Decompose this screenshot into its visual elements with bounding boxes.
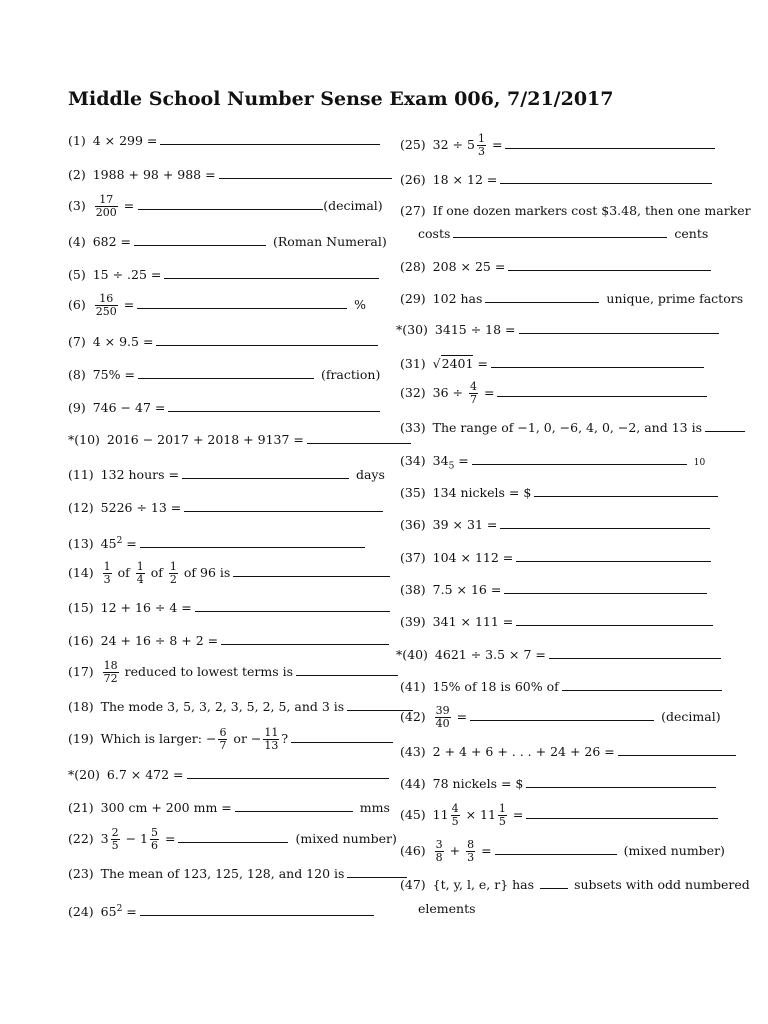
answer-blank[interactable] (472, 463, 687, 465)
question-number: (8) (68, 367, 86, 382)
fraction (150, 827, 159, 852)
equals: = (458, 453, 469, 468)
numerator: 2 (111, 826, 119, 839)
fraction (477, 133, 486, 158)
answer-blank[interactable] (187, 777, 389, 779)
question-number: (21) (68, 800, 94, 815)
question-text: 15 ÷ .25 = (92, 267, 162, 282)
question-10 (68, 432, 414, 448)
question-20 (68, 767, 392, 783)
answer-blank[interactable] (470, 719, 654, 721)
question-number: *(10) (68, 432, 100, 447)
question-37 (400, 550, 714, 566)
answer-unit: (mixed number) (295, 831, 397, 846)
question-19 (68, 727, 396, 752)
answer-blank[interactable] (549, 657, 721, 659)
question-number: (15) (68, 600, 94, 615)
answer-blank[interactable] (491, 366, 704, 368)
answer-blank[interactable] (160, 143, 380, 145)
denominator: 7 (470, 393, 478, 406)
fraction (103, 561, 112, 586)
question-text: 36 ÷ (432, 385, 464, 400)
numerator: 3 (435, 838, 443, 851)
exponent: 2 (116, 904, 123, 914)
answer-blank[interactable] (134, 244, 266, 246)
question-7 (68, 334, 381, 350)
answer-blank[interactable] (347, 876, 407, 878)
denominator: 5 (451, 815, 459, 828)
question-number: (38) (400, 582, 426, 597)
question-text: 15% of 18 is 60% of (432, 679, 559, 694)
question-9 (68, 400, 383, 416)
question-text: 104 × 112 = (432, 550, 514, 565)
question-text: 300 cm + 200 mm = (100, 800, 232, 815)
question-number: (17) (68, 664, 94, 679)
question-text: 78 nickels = $ (432, 776, 524, 791)
question-text: 4 × 9.5 = (92, 334, 154, 349)
answer-unit: (Roman Numeral) (273, 234, 387, 249)
denominator: 5 (111, 839, 119, 852)
denominator: 8 (435, 851, 443, 864)
fraction (95, 194, 118, 219)
question-number: *(30) (396, 322, 428, 337)
question-17 (68, 660, 401, 685)
equals: = (123, 297, 135, 312)
answer-blank[interactable] (562, 689, 722, 691)
question-text: 102 has (432, 291, 483, 306)
question-41 (400, 679, 725, 695)
equals: = (512, 807, 524, 822)
question-text: 4 × 299 = (92, 133, 158, 148)
question-6 (68, 293, 366, 318)
fraction (169, 561, 178, 586)
question-8 (68, 367, 380, 383)
answer-blank[interactable] (540, 887, 568, 889)
answer-base: 10 (693, 458, 706, 468)
denominator: 7 (219, 739, 227, 752)
numerator: 4 (451, 802, 459, 815)
question-number: (34) (400, 453, 426, 468)
question-text: If one dozen markers cost $3.48, then one marker (432, 203, 751, 218)
question-number: (16) (68, 633, 94, 648)
numerator: 16 (95, 293, 118, 306)
answer-blank[interactable] (182, 477, 349, 479)
equals: = (477, 356, 488, 371)
or-text: or − (233, 731, 262, 746)
exponent: 2 (116, 536, 123, 546)
fraction (469, 381, 478, 406)
question-text: 341 × 111 = (432, 614, 514, 629)
question-12 (68, 500, 386, 516)
question-40 (396, 647, 724, 663)
question-text: costs (418, 226, 451, 241)
answer-blank[interactable] (164, 277, 379, 279)
answer-blank[interactable] (178, 841, 288, 843)
question-46 (400, 839, 725, 864)
question-30 (396, 322, 722, 338)
question-text: 2 + 4 + 6 + . . . + 24 + 26 = (432, 744, 615, 759)
question-number: (28) (400, 259, 426, 274)
equals: = (123, 198, 135, 213)
fraction (498, 803, 507, 828)
minus-text: − 1 (125, 831, 149, 846)
question-28 (400, 259, 714, 275)
answer-blank[interactable] (526, 817, 718, 819)
question-31 (400, 356, 707, 372)
question-text: 32 ÷ 5 (432, 137, 475, 152)
question-number: (2) (68, 167, 86, 182)
question-23 (68, 866, 410, 882)
question-45 (400, 803, 721, 828)
of-text: of (150, 565, 163, 580)
fraction (435, 705, 451, 730)
numerator: 1 (169, 560, 177, 573)
question-16 (68, 633, 392, 649)
answer-unit: (fraction) (320, 367, 381, 382)
answer-blank[interactable] (235, 810, 353, 812)
equals: = (456, 709, 468, 724)
numerator: 17 (95, 194, 118, 207)
question-3 (68, 194, 383, 219)
answer-blank[interactable] (291, 741, 393, 743)
question-27 (400, 203, 751, 219)
question-33 (400, 420, 748, 436)
answer-blank[interactable] (505, 147, 715, 149)
answer-blank[interactable] (453, 236, 667, 238)
question-number: *(40) (396, 647, 428, 662)
answer-blank[interactable] (705, 430, 745, 432)
answer-blank[interactable] (618, 754, 736, 756)
answer-blank[interactable] (508, 269, 711, 271)
answer-unit: (decimal) (323, 198, 383, 213)
question-number: (19) (68, 731, 94, 746)
answer-unit: (decimal) (661, 709, 721, 724)
whole: 3 (100, 831, 109, 846)
fraction (263, 727, 279, 752)
answer-blank[interactable] (221, 643, 389, 645)
denominator: 3 (103, 573, 111, 586)
answer-blank[interactable] (184, 510, 383, 512)
equals: = (484, 385, 495, 400)
question-number: (11) (68, 467, 94, 482)
denominator: 13 (264, 739, 279, 752)
question-text: reduced to lowest terms is (124, 664, 294, 679)
question-22 (68, 827, 397, 852)
answer-unit: unique, prime factors (606, 291, 744, 306)
answer-blank[interactable] (138, 208, 323, 210)
question-24 (68, 901, 377, 920)
question-number: (31) (400, 356, 426, 371)
question-number: (46) (400, 843, 426, 858)
numerator: 1 (477, 132, 485, 145)
question-39 (400, 614, 716, 630)
question-number: (27) (400, 203, 426, 218)
question-4 (68, 234, 387, 250)
question-42 (400, 705, 721, 730)
denominator: 250 (95, 305, 117, 318)
question-text: 12 + 16 ÷ 4 = (100, 600, 192, 615)
answer-blank[interactable] (504, 592, 707, 594)
question-1 (68, 133, 383, 149)
question-number: (23) (68, 866, 94, 881)
question-number: (26) (400, 172, 426, 187)
question-text: The range of −1, 0, −6, 4, 0, −2, and 13 is (432, 420, 702, 435)
question-13 (68, 533, 368, 552)
question-32 (400, 381, 710, 406)
answer-blank[interactable] (516, 624, 713, 626)
question-number: (29) (400, 291, 426, 306)
question-5 (68, 267, 382, 283)
question-47-cont (418, 901, 476, 917)
fraction (435, 839, 444, 864)
question-text: 5226 ÷ 13 = (100, 500, 182, 515)
denominator: 5 (498, 815, 506, 828)
question-44 (400, 776, 719, 792)
question-text: {t, y, l, e, r} has (432, 877, 535, 892)
question-34 (400, 453, 705, 475)
question-text: 3415 ÷ 18 = (434, 322, 516, 337)
numerator: 8 (467, 838, 475, 851)
whole: 11 (432, 807, 449, 822)
fraction (111, 827, 120, 852)
question-number: (24) (68, 904, 94, 920)
denominator: 200 (95, 206, 117, 219)
answer-unit: (mixed number) (623, 843, 725, 858)
base: 45 (100, 536, 117, 552)
question-number: (25) (400, 137, 426, 152)
answer-blank[interactable] (233, 575, 390, 577)
answer-unit: cents (674, 226, 709, 241)
answer-blank[interactable] (219, 177, 392, 179)
denominator: 2 (169, 573, 177, 586)
fraction (95, 293, 118, 318)
question-text: 18 × 12 = (432, 172, 498, 187)
answer-blank[interactable] (500, 527, 710, 529)
answer-blank[interactable] (519, 332, 719, 334)
question-27-cont (418, 226, 708, 242)
question-number: (3) (68, 198, 86, 213)
question-29 (400, 291, 743, 307)
answer-blank[interactable] (485, 301, 599, 303)
question-text: elements (418, 901, 476, 916)
answer-blank[interactable] (140, 546, 365, 548)
question-text: 7.5 × 16 = (432, 582, 502, 597)
question-number: (42) (400, 709, 426, 724)
numerator: 6 (219, 726, 227, 739)
denominator: 4 (136, 573, 144, 586)
numerator: 18 (103, 659, 118, 672)
equals: = (126, 904, 137, 920)
answer-unit: days (355, 467, 385, 482)
question-2 (68, 167, 395, 183)
question-number: (32) (400, 385, 426, 400)
question-number: (22) (68, 831, 94, 846)
question-21 (68, 800, 390, 816)
question-number: (36) (400, 517, 426, 532)
question-43 (400, 744, 739, 760)
answer-blank[interactable] (140, 914, 374, 916)
base: 65 (100, 904, 117, 920)
question-number: (43) (400, 744, 426, 759)
plus-text: + (449, 843, 461, 858)
question-text: 208 × 25 = (432, 259, 506, 274)
question-number: (35) (400, 485, 426, 500)
answer-blank[interactable] (168, 410, 380, 412)
question-text: of 96 is (183, 565, 231, 580)
answer-blank[interactable] (296, 674, 398, 676)
numerator: 1 (136, 560, 144, 573)
question-number: (41) (400, 679, 426, 694)
question-number: (37) (400, 550, 426, 565)
answer-unit: % (354, 297, 367, 312)
question-38 (400, 582, 710, 598)
question-number: (13) (68, 536, 94, 552)
question-15 (68, 600, 393, 616)
denominator: 3 (477, 145, 485, 158)
answer-blank[interactable] (195, 610, 390, 612)
question-number: (1) (68, 133, 86, 148)
denominator: 40 (435, 717, 450, 730)
question-number: (9) (68, 400, 86, 415)
question-number: (6) (68, 297, 86, 312)
equals: = (491, 137, 503, 152)
answer-unit: mms (359, 800, 390, 815)
question-number: (44) (400, 776, 426, 791)
question-number: (4) (68, 234, 86, 249)
base: 34 (432, 453, 449, 468)
answer-blank[interactable] (497, 395, 707, 397)
question-text: 39 × 31 = (432, 517, 498, 532)
answer-blank[interactable] (500, 182, 712, 184)
denominator: 6 (151, 839, 159, 852)
question-18 (68, 699, 416, 715)
answer-blank[interactable] (534, 495, 718, 497)
question-text: 682 = (92, 234, 132, 249)
of-text: of (117, 565, 130, 580)
question-text: Which is larger: − (100, 731, 217, 746)
question-number: (18) (68, 699, 94, 714)
base-subscript: 5 (448, 461, 455, 472)
question-number: (45) (400, 807, 426, 822)
numerator: 5 (151, 826, 159, 839)
question-11 (68, 467, 385, 483)
question-number: (5) (68, 267, 86, 282)
answer-blank[interactable] (137, 307, 347, 309)
question-text: The mean of 123, 125, 128, and 120 is (100, 866, 345, 881)
question-mark: ? (281, 731, 289, 746)
numerator: 1 (103, 560, 111, 573)
question-number: *(20) (68, 767, 100, 782)
answer-blank[interactable] (526, 786, 716, 788)
times-text: × 11 (465, 807, 496, 822)
numerator: 4 (470, 380, 478, 393)
answer-blank[interactable] (307, 442, 411, 444)
radicand: 2401 (441, 356, 474, 371)
sqrt-sign: √ (432, 356, 441, 371)
question-text: 75% = (92, 367, 135, 382)
question-text: 746 − 47 = (92, 400, 166, 415)
question-47 (400, 877, 750, 893)
denominator: 72 (103, 672, 118, 685)
question-text: 4621 ÷ 3.5 × 7 = (434, 647, 546, 662)
question-number: (39) (400, 614, 426, 629)
question-number: (47) (400, 877, 426, 892)
fraction (451, 803, 460, 828)
exam-title: Middle School Number Sense Exam 006, 7/21/2017 (68, 88, 614, 110)
question-35 (400, 485, 721, 501)
question-text: The mode 3, 5, 3, 2, 3, 5, 2, 5, and 3 is (100, 699, 345, 714)
fraction (466, 839, 475, 864)
question-number: (14) (68, 565, 94, 580)
question-text: 134 nickels = $ (432, 485, 532, 500)
numerator: 39 (435, 704, 450, 717)
question-text: 6.7 × 472 = (106, 767, 184, 782)
denominator: 3 (467, 851, 475, 864)
question-36 (400, 517, 713, 533)
question-text: 2016 − 2017 + 2018 + 9137 = (106, 432, 304, 447)
answer-blank[interactable] (495, 853, 617, 855)
question-number: (33) (400, 420, 426, 435)
numerator: 1 (498, 802, 506, 815)
question-14 (68, 561, 393, 586)
fraction (136, 561, 145, 586)
question-25 (400, 133, 718, 158)
fraction (103, 660, 119, 685)
answer-blank[interactable] (516, 560, 711, 562)
answer-blank[interactable] (138, 377, 314, 379)
question-text: subsets with odd numbered (574, 877, 750, 892)
question-number: (12) (68, 500, 94, 515)
equals: = (165, 831, 176, 846)
question-number: (7) (68, 334, 86, 349)
equals: = (481, 843, 492, 858)
answer-blank[interactable] (156, 344, 378, 346)
fraction (218, 727, 227, 752)
question-text: 132 hours = (100, 467, 179, 482)
equals: = (126, 536, 137, 552)
question-26 (400, 172, 715, 188)
question-text: 24 + 16 ÷ 8 + 2 = (100, 633, 219, 648)
numerator: 11 (264, 726, 279, 739)
question-text: 1988 + 98 + 988 = (92, 167, 216, 182)
